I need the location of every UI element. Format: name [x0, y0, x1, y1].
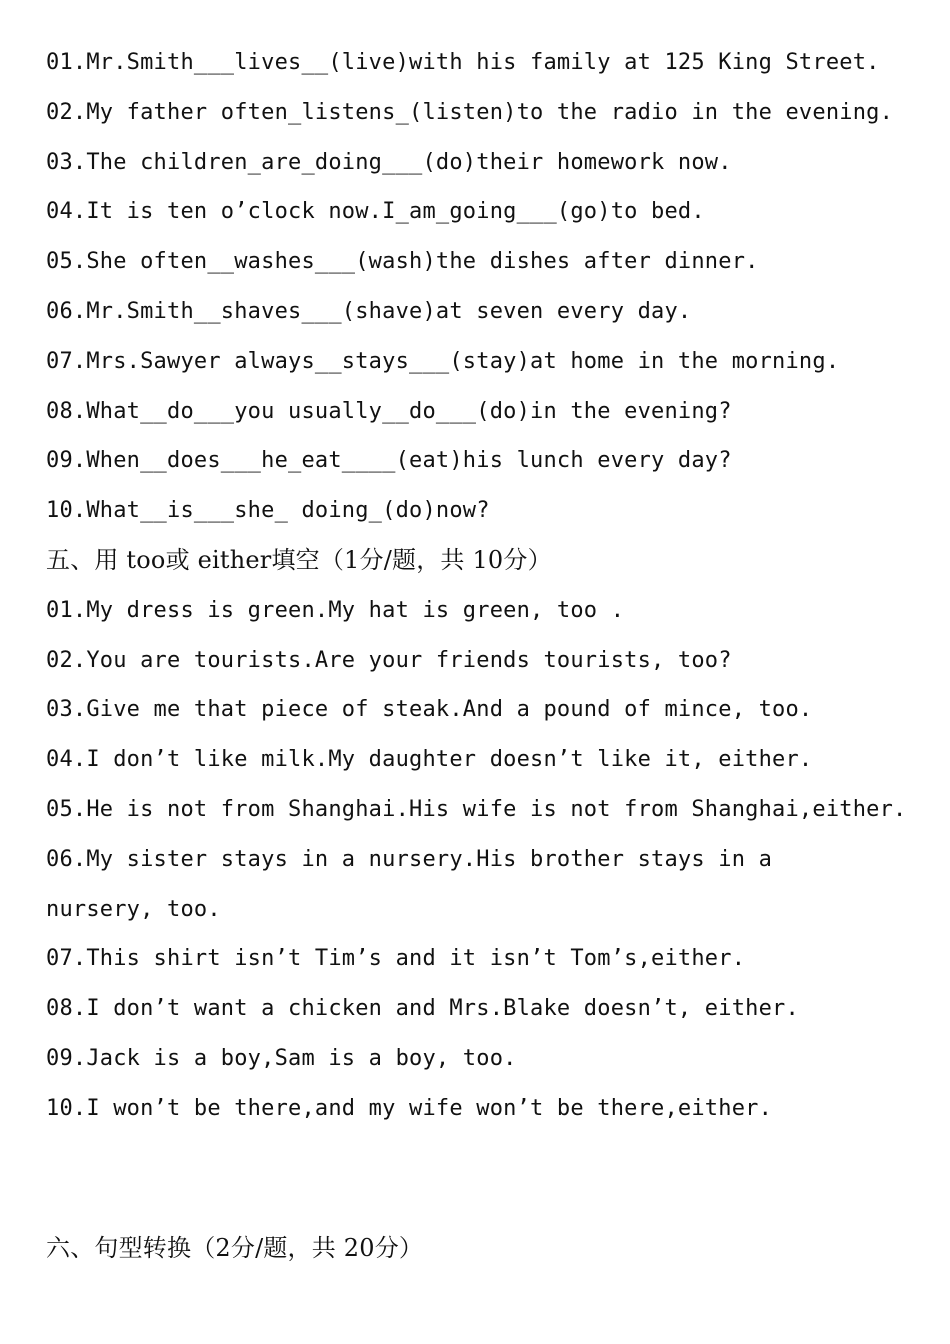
- too-either-line-05: 05.He is not from Shanghai.His wife is not from Shanghai,either.: [46, 796, 907, 822]
- section-5-heading: 五、用 too或 either填空（1分/题，共 10分）: [46, 545, 552, 574]
- too-either-line-06: 06.My sister stays in a nursery.His brother stays in a: [46, 846, 773, 872]
- exercise-line-06: 06.Mr.Smith__shaves___(shave)at seven every day.: [46, 298, 692, 324]
- too-either-line-06-continued: nursery, too.: [46, 896, 221, 922]
- exercise-line-03: 03.The children_are_doing___(do)their homework now.: [46, 149, 732, 175]
- exercise-line-08: 08.What__do___you usually__do___(do)in the evening?: [46, 398, 732, 424]
- section-6-heading: 六、句型转换（2分/题，共 20分）: [46, 1233, 424, 1262]
- exercise-line-02: 02.My father often_listens_(listen)to the radio in the evening.: [46, 99, 894, 125]
- exercise-line-10: 10.What__is___she_ doing_(do)now?: [46, 498, 490, 524]
- exercise-line-05: 05.She often__washes___(wash)the dishes after dinner.: [46, 249, 759, 275]
- exercise-line-07: 07.Mrs.Sawyer always__stays___(stay)at home in the morning.: [46, 348, 840, 374]
- exercise-line-01: 01.Mr.Smith___lives__(live)with his family at 125 King Street.: [46, 50, 880, 75]
- section-5-exercise-list: [46, 586, 936, 1134]
- too-either-line-07: 07.This shirt isn’t Tim’s and it isn’t Tom’s,either.: [46, 946, 746, 972]
- too-either-line-04: 04.I don’t like milk.My daughter doesn’t like it, either.: [46, 747, 813, 773]
- too-either-line-02: 02.You are tourists.Are your friends tourists, too?: [46, 647, 732, 673]
- worksheet-page: [46, 38, 936, 1273]
- exercise-line-09: 09.When__does___he_eat____(eat)his lunch every day?: [46, 448, 732, 474]
- too-either-line-08: 08.I don’t want a chicken and Mrs.Blake doesn’t, either.: [46, 996, 799, 1022]
- exercise-line-04: 04.It is ten o’clock now.I_am_going___(go)to bed.: [46, 199, 705, 225]
- section-4-exercise-list: [46, 38, 936, 536]
- section-spacer: [46, 1134, 936, 1224]
- too-either-line-09: 09.Jack is a boy,Sam is a boy, too.: [46, 1045, 517, 1071]
- too-either-line-01: 01.My dress is green.My hat is green, too .: [46, 597, 625, 623]
- too-either-line-03: 03.Give me that piece of steak.And a pound of mince, too.: [46, 697, 813, 723]
- too-either-line-10: 10.I won’t be there,and my wife won’t be there,either.: [46, 1095, 773, 1121]
